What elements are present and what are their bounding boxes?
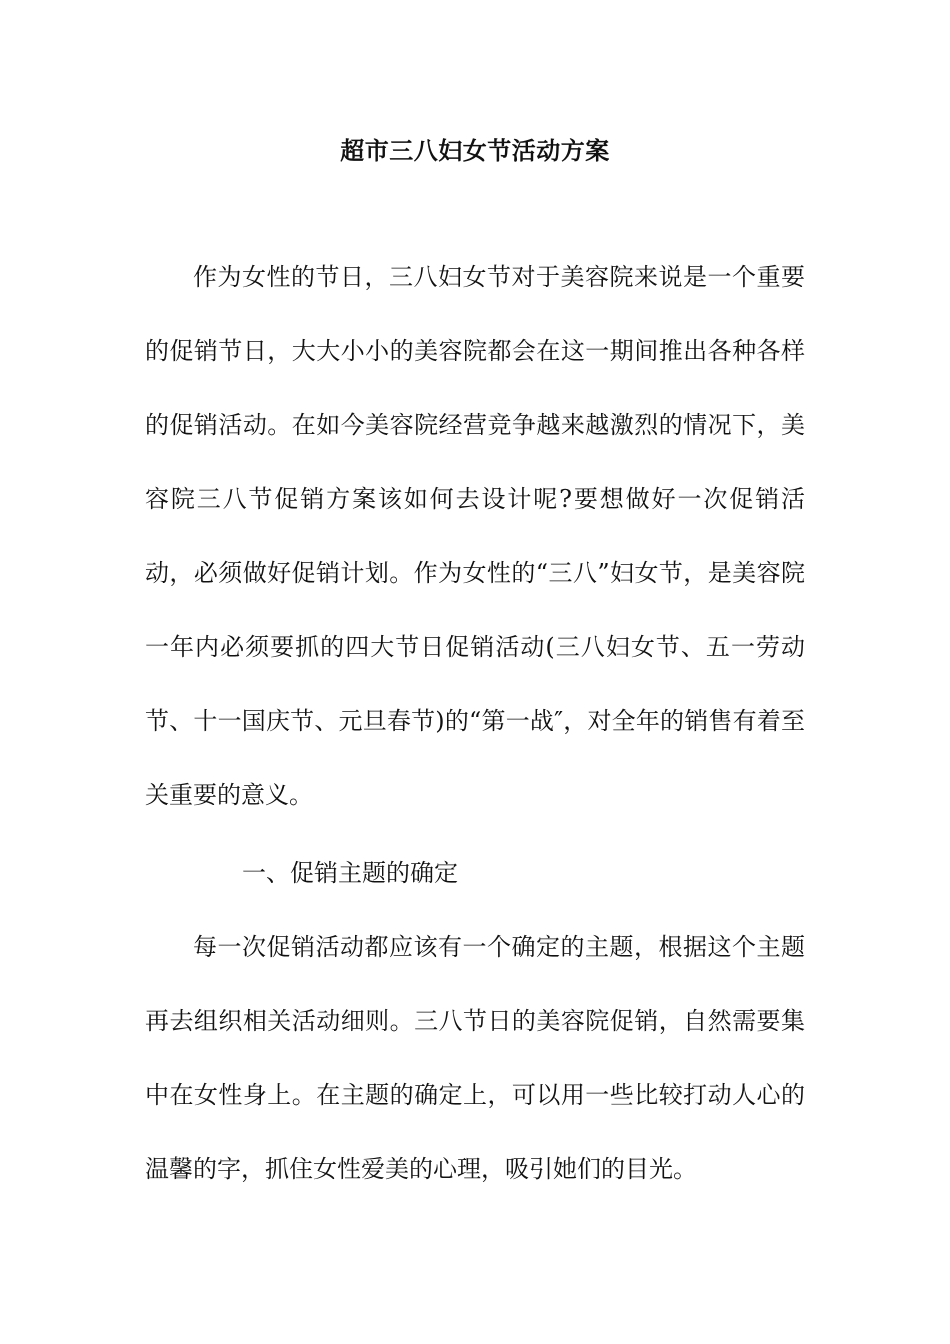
document-title: 超市三八妇女节活动方案 xyxy=(340,136,610,165)
promotion-theme-paragraph: 每一次促销活动都应该有一个确定的主题，根据这个主题再去组织相关活动细则。三八节日的美容院促销，自然需要集中在女性身上。在主题的确定上，可以用一些比较打动人心的温馨的字，抓住女性爱美的心理，吸引她们的目光。 xyxy=(145,933,805,1183)
intro-paragraph: 作为女性的节日，三八妇女节对于美容院来说是一个重要的促销节日，大大小小的美容院都会在这一期间推出各种各样的促销活动。在如今美容院经营竞争越来越激烈的情况下，美容院三八节促销方案该如何去设计呢?要想做好一次促销活动，必须做好促销计划。作为女性的“三八”妇女节，是美容院一年内必须要抓的四大节日促销活动(三八妇女节、五一劳动节、十一国庆节、元旦春节)的“第一战″，对全年的销售有着至关重要的意义。 xyxy=(145,263,805,809)
section-heading-promotion-theme: 一、促销主题的确定 xyxy=(242,859,458,887)
